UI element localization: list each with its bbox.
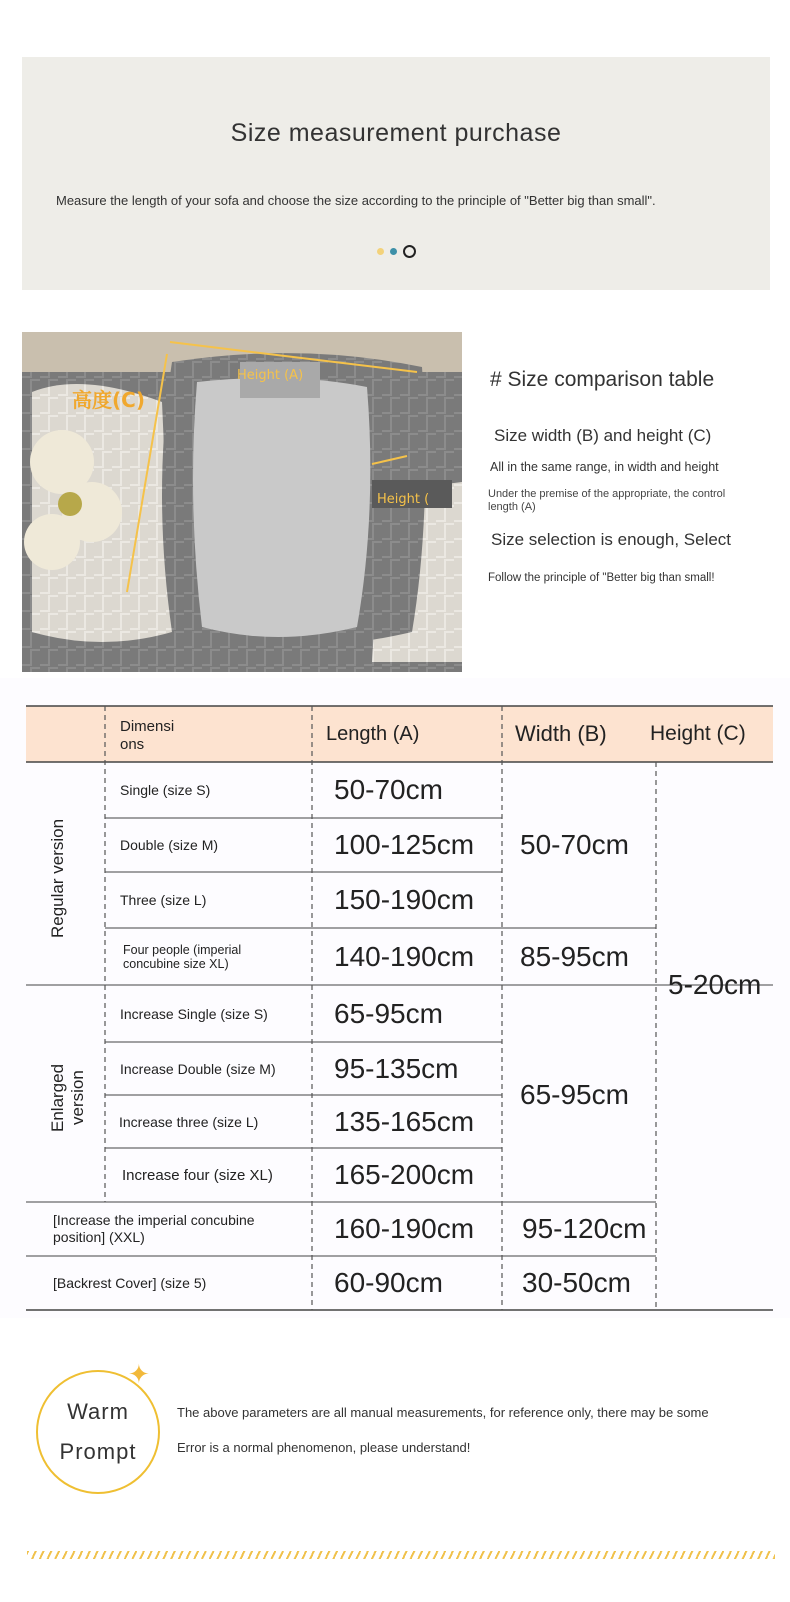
prompt-label: Prompt [59, 1439, 137, 1464]
size-table [0, 678, 790, 1318]
decorative-divider [27, 1551, 775, 1559]
group-enlarged: Enlarged version [48, 1063, 87, 1133]
height-c-label: 高度(C) [72, 388, 145, 412]
width-value: 85-95cm [520, 940, 629, 972]
table-row-label: Single (size S) [120, 782, 211, 798]
length-value: 165-200cm [334, 1159, 475, 1190]
disclaimer-line-1: The above parameters are all manual measurements, for reference only, there may be some [177, 1405, 709, 1420]
warm-label: Warm [67, 1399, 129, 1424]
width-value: 50-70cm [520, 829, 629, 860]
length-value: 60-90cm [334, 1267, 443, 1298]
table-row-label: [Backrest Cover] (size 5) [53, 1275, 207, 1291]
notes-line-2: Under the premise of the appropriate, the control length (A) [488, 488, 726, 513]
length-value: 65-95cm [334, 997, 443, 1029]
group-regular: Regular version [48, 818, 67, 938]
length-value: 100-125cm [334, 829, 475, 860]
page-title: Size measurement purchase [230, 119, 562, 147]
size-comparison-notes [488, 368, 778, 584]
table-row-label: Increase three (size L) [119, 1113, 259, 1130]
header-width: Width (B) [515, 721, 607, 746]
disclaimer-line-2: Error is a normal phenomenon, please understand! [177, 1440, 471, 1455]
length-value: 160-190cm [334, 1213, 475, 1244]
notes-line-3: Follow the principle of "Better big than small! [488, 572, 715, 584]
header-dimensions: Dimensi ons [120, 718, 175, 753]
sparkle-icon: ✦ [128, 1359, 150, 1389]
notes-heading-1: Size width (B) and height (C) [494, 426, 712, 445]
width-value: 30-50cm [522, 1267, 631, 1298]
intro-text: Measure the length of your sofa and choose the size according to the principle of "Better big than small". [56, 193, 656, 208]
notes-heading-2: Size selection is enough, Select [491, 530, 732, 549]
length-value: 135-165cm [334, 1105, 475, 1137]
carousel-dot-1[interactable] [377, 248, 384, 255]
length-value: 140-190cm [334, 940, 475, 972]
carousel-dot-3[interactable] [403, 245, 416, 258]
intro-card [22, 57, 770, 290]
table-row-label: Three (size L) [120, 892, 207, 908]
length-value: 95-135cm [334, 1052, 459, 1084]
height-value: 5-20cm [668, 969, 762, 1000]
length-value: 150-190cm [334, 884, 475, 915]
table-row-label: Increase Single (size S) [120, 1005, 268, 1022]
height-b-label: Height ( [377, 492, 430, 507]
table-row-label: Four people (imperial concubine size XL) [123, 942, 242, 971]
header-length: Length (A) [326, 722, 420, 745]
sofa-cushion-photo [22, 332, 462, 672]
width-value: 65-95cm [520, 1079, 629, 1110]
table-row-label: Double (size M) [120, 837, 219, 853]
table-row-label: Increase four (size XL) [122, 1166, 273, 1184]
table-row-label: Increase Double (size M) [120, 1060, 276, 1077]
width-value: 95-120cm [522, 1213, 647, 1244]
carousel-dots [22, 245, 770, 258]
section-title: # Size comparison table [490, 368, 715, 391]
length-value: 50-70cm [334, 774, 443, 805]
notes-line-1: All in the same range, in width and height [490, 460, 719, 474]
table-row-label: [Increase the imperial concubine position] (XXL) [53, 1212, 255, 1245]
header-height: Height (C) [650, 722, 746, 745]
carousel-dot-2[interactable] [390, 248, 397, 255]
height-a-label: Height (A) [237, 368, 304, 383]
